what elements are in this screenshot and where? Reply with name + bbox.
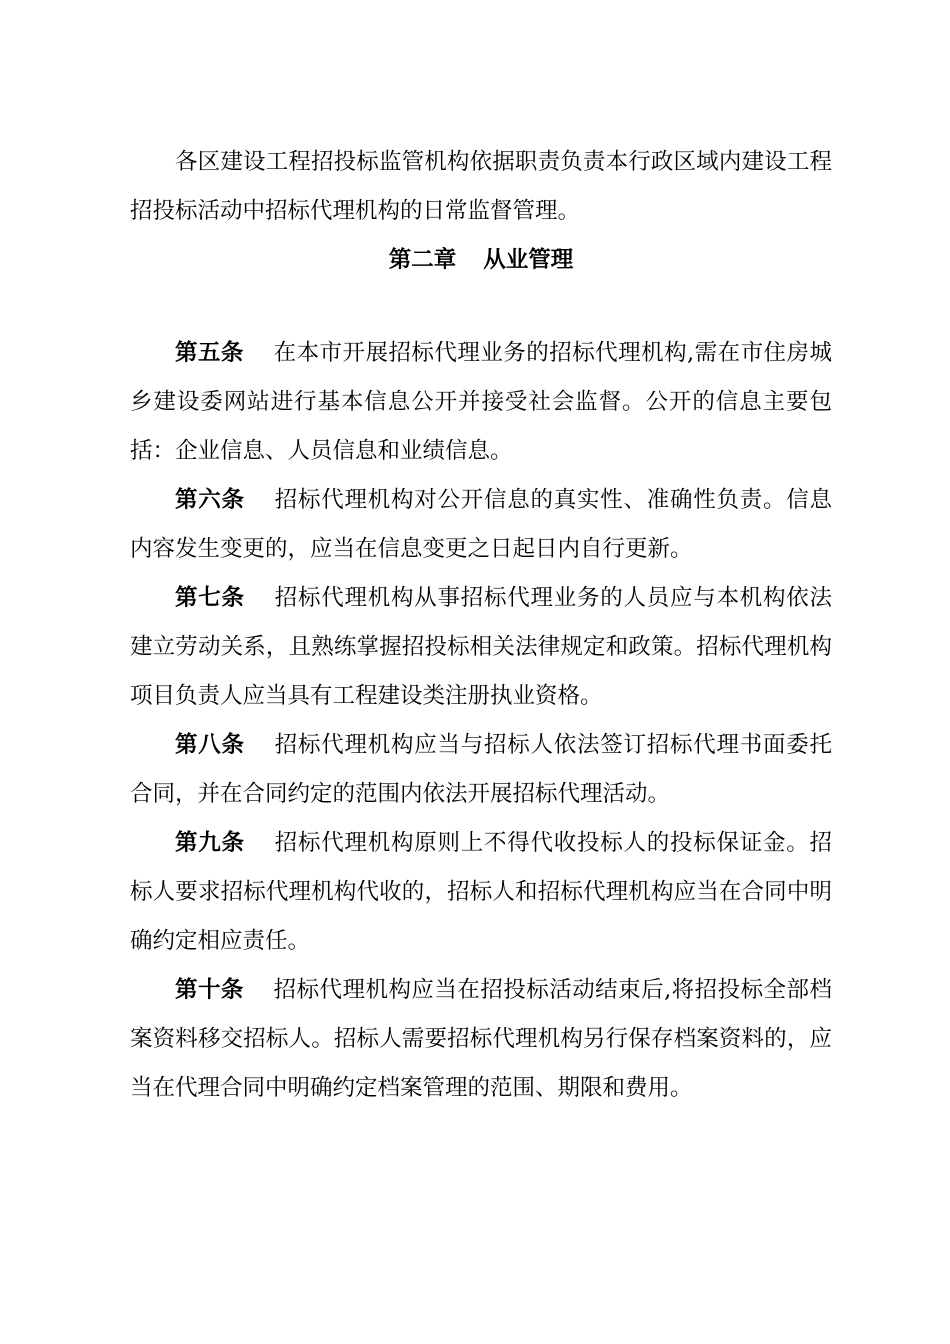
article-6 [130, 476, 832, 574]
article-7 [130, 574, 832, 721]
chapter-heading [130, 236, 832, 285]
article-text: 招标代理机构从事招标代理业务的人员应与本机构依法建立劳动关系，且熟练掌握招投标相关法律规定和政策。招标代理机构项目负责人应当具有工程建设类注册执业资格。 [130, 585, 832, 709]
chapter-title: 从业管理 [483, 247, 574, 273]
article-9 [130, 819, 832, 966]
article-label: 第六条 [175, 487, 245, 513]
article-text: 招标代理机构原则上不得代收投标人的投标保证金。招标人要求招标代理机构代收的，招标人和招标代理机构应当在合同中明确约定相应责任。 [130, 830, 832, 954]
article-label: 第五条 [175, 340, 244, 366]
article-8 [130, 721, 832, 819]
article-label: 第九条 [175, 830, 245, 856]
article-text: 在本市开展招标代理业务的招标代理机构,需在市住房城乡建设委网站进行基本信息公开并接受社会监督。公开的信息主要包括：企业信息、人员信息和业绩信息。 [130, 340, 832, 464]
article-5 [130, 329, 832, 476]
article-text: 招标代理机构应当与招标人依法签订招标代理书面委托合同，并在合同约定的范围内依法开展招标代理活动。 [130, 732, 832, 807]
article-label: 第七条 [175, 585, 245, 611]
document-page [130, 138, 832, 1113]
article-text: 招标代理机构应当在招投标活动结束后,将招投标全部档案资料移交招标人。招标人需要招标代理机构另行保存档案资料的，应当在代理合同中明确约定档案管理的范围、期限和费用。 [130, 977, 832, 1101]
intro-paragraph: 各区建设工程招投标监管机构依据职责负责本行政区域内建设工程招投标活动中招标代理机构的日常监督管理。 [130, 149, 832, 224]
chapter-number: 第二章 [388, 247, 457, 273]
article-10 [130, 966, 832, 1113]
article-text: 招标代理机构对公开信息的真实性、准确性负责。信息内容发生变更的，应当在信息变更之日起日内自行更新。 [130, 487, 832, 562]
article-label: 第十条 [175, 977, 244, 1003]
article-label: 第八条 [175, 732, 245, 758]
